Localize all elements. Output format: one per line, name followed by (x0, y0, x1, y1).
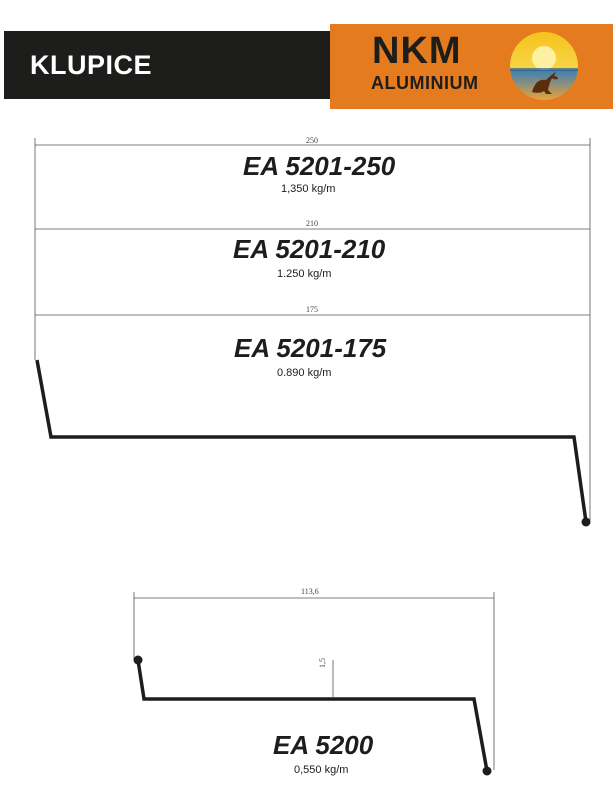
profile-weight-250: 1,350 kg/m (281, 183, 336, 195)
page-title: KLUPICE (30, 50, 153, 80)
dimension-label-175: 175 (306, 305, 318, 314)
profile-end-bead-small (483, 767, 492, 776)
brand-subtitle: ALUMINIUM (371, 73, 479, 93)
profile-start-bead (134, 656, 143, 665)
brand-logo-text: NKM (372, 30, 462, 72)
profile-code-210: EA 5201-210 (233, 234, 386, 264)
z-profile-large (37, 360, 586, 522)
profile-weight-210: 1.250 kg/m (277, 268, 332, 280)
dimension-label-210: 210 (306, 219, 318, 228)
profile-end-bead (582, 518, 591, 527)
profile-weight-175: 0.890 kg/m (277, 367, 332, 379)
dimension-label-113: 113,6 (301, 587, 319, 596)
dimension-label-250: 250 (306, 136, 318, 145)
profile-code-250: EA 5201-250 (243, 151, 396, 181)
profile-code-175: EA 5201-175 (234, 333, 387, 363)
profile-weight-5200: 0,550 kg/m (294, 764, 349, 776)
profile-code-5200: EA 5200 (273, 730, 374, 760)
thickness-label: 1,5 (318, 658, 327, 668)
